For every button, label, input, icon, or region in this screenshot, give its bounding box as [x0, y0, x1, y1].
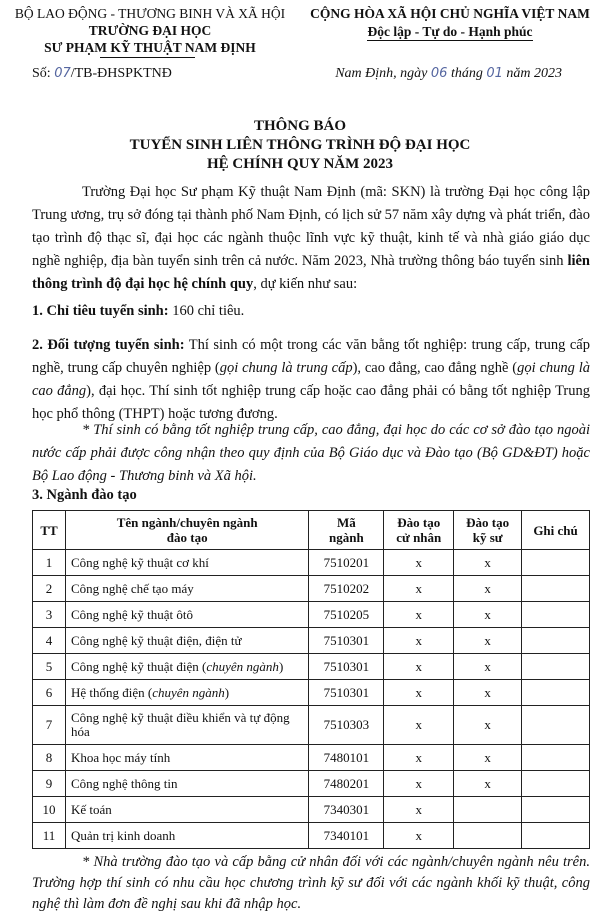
section-eligibility	[32, 334, 590, 426]
row-bachelor-mark: x	[384, 823, 454, 849]
table-row	[33, 628, 590, 654]
row-code: 7510303	[309, 706, 384, 745]
national-motto: Độc lập - Tự do - Hạnh phúc	[367, 24, 533, 39]
date-year: năm 2023	[502, 66, 562, 81]
title-line2: TUYỂN SINH LIÊN THÔNG TRÌNH ĐỘ ĐẠI HỌC	[129, 137, 471, 153]
row-engineer-mark: x	[454, 654, 522, 680]
header-engineer-line1: Đào tạo	[466, 515, 510, 530]
row-code: 7340101	[309, 823, 384, 849]
row-code: 7510301	[309, 680, 384, 706]
row-bachelor-mark: x	[384, 706, 454, 745]
table-row	[33, 823, 590, 849]
header-tt: TT	[33, 511, 66, 550]
row-code: 7480201	[309, 771, 384, 797]
row-code: 7510301	[309, 628, 384, 654]
section-quota	[32, 300, 590, 323]
row-tt: 9	[33, 771, 66, 797]
row-engineer-mark: x	[454, 628, 522, 654]
row-tt: 10	[33, 797, 66, 823]
header-code-line2: ngành	[329, 530, 364, 545]
row-tt: 4	[33, 628, 66, 654]
major-name-italic: chuyên ngành	[152, 684, 225, 700]
header-major-code	[309, 511, 384, 550]
footnote: * Nhà trường đào tạo và cấp bằng cử nhân đối với các ngành/chuyên ngành nêu trên. Trường hợp thí sinh có nhu cầu học chương trình kỹ sư đối với các ngành khối kỹ thuật, công nghệ thì làm đơn đề nghị sau khi đã nhập học.	[32, 854, 590, 912]
row-major-name	[65, 576, 308, 602]
major-name-text: Công nghệ kỹ thuật điều khiển và tự động hóa	[70, 710, 290, 739]
ministry-name: BỘ LAO ĐỘNG - THƯƠNG BINH VÀ XÃ HỘI	[14, 6, 286, 21]
date-line	[0, 66, 562, 82]
row-tt: 8	[33, 745, 66, 771]
title-line1: THÔNG BÁO	[253, 118, 347, 134]
row-major-name	[65, 550, 308, 576]
row-tt: 5	[33, 654, 66, 680]
major-name-end: )	[224, 684, 230, 700]
eligibility-text-1: Thí sinh có một trong các văn bằng tốt nghiệp: trung cấp, trung cấp nghề, trung cấp chuyên nghiệp (	[32, 337, 590, 376]
row-note	[522, 654, 590, 680]
major-name-text: Công nghệ thông tin	[70, 775, 178, 791]
row-major-name	[65, 654, 308, 680]
row-code: 7480101	[309, 745, 384, 771]
row-bachelor-mark: x	[384, 654, 454, 680]
row-major-name	[65, 706, 308, 745]
row-major-name	[65, 680, 308, 706]
table-row	[33, 550, 590, 576]
major-name-text: Công nghệ kỹ thuật điện (	[70, 658, 207, 674]
row-engineer-mark: x	[454, 706, 522, 745]
table-row	[33, 680, 590, 706]
major-name-text: Hệ thống điện (	[70, 684, 153, 700]
header-major-name-line2: đào tạo	[166, 530, 208, 545]
row-engineer-mark: x	[454, 602, 522, 628]
row-engineer-mark: x	[454, 550, 522, 576]
row-code: 7340301	[309, 797, 384, 823]
table-header-row	[33, 511, 590, 550]
row-major-name	[65, 745, 308, 771]
row-note	[522, 680, 590, 706]
header-major-name	[65, 511, 308, 550]
row-engineer-mark: x	[454, 745, 522, 771]
header-code-line1: Mã	[336, 515, 356, 530]
major-name-text: Khoa học máy tính	[70, 749, 171, 765]
row-bachelor-mark: x	[384, 602, 454, 628]
row-tt: 1	[33, 550, 66, 576]
school-name-line2: SƯ PHẠM KỸ THUẬT NAM ĐỊNH	[44, 40, 256, 55]
row-engineer-mark: x	[454, 576, 522, 602]
row-bachelor-mark: x	[384, 680, 454, 706]
date-place: Nam Định, ngày	[335, 66, 431, 81]
row-major-name	[65, 771, 308, 797]
majors-table	[32, 510, 590, 849]
row-note	[522, 550, 590, 576]
header-bachelor-line2: cử nhân	[396, 530, 442, 545]
table-row	[33, 771, 590, 797]
header-bachelor	[384, 511, 454, 550]
eligibility-italic-2: gọi chung là cao đẳng	[32, 360, 590, 399]
row-tt: 11	[33, 823, 66, 849]
doc-number-prefix: Số:	[32, 66, 55, 81]
date-day-handwritten: 06	[430, 66, 448, 81]
row-bachelor-mark: x	[384, 628, 454, 654]
row-note	[522, 745, 590, 771]
row-note	[522, 628, 590, 654]
intro-bold-text: liên thông trình độ đại học hệ chính quy	[32, 253, 590, 292]
row-engineer-mark	[454, 823, 522, 849]
date-month-handwritten: 01	[486, 66, 503, 81]
doc-number-suffix: /TB-ĐHSPKTNĐ	[70, 66, 172, 81]
eligibility-italic-1: gọi chung là trung cấp	[219, 360, 353, 376]
table-row	[33, 745, 590, 771]
row-code: 7510202	[309, 576, 384, 602]
table-row	[33, 706, 590, 745]
row-engineer-mark	[454, 797, 522, 823]
table-row	[33, 602, 590, 628]
row-note	[522, 602, 590, 628]
row-note	[522, 797, 590, 823]
document-title	[0, 117, 600, 174]
row-major-name	[65, 602, 308, 628]
header-rule	[100, 57, 195, 58]
major-name-text: Quản trị kinh doanh	[70, 827, 176, 843]
section-eligibility-heading: 2. Đối tượng tuyển sinh:	[32, 337, 185, 353]
national-header	[300, 5, 600, 41]
major-name-text: Công nghệ kỹ thuật điện, điện tử	[70, 632, 242, 648]
major-name-end: )	[278, 658, 284, 674]
row-note	[522, 576, 590, 602]
row-bachelor-mark: x	[384, 797, 454, 823]
row-bachelor-mark: x	[384, 745, 454, 771]
date-month-word: tháng	[447, 66, 487, 81]
header-note: Ghi chú	[522, 511, 590, 550]
section-majors-heading: 3. Ngành đào tạo	[32, 487, 137, 503]
eligibility-text-3: ), đại học. Thí sinh tốt nghiệp trung cấp hoặc cao đẳng phải có bằng tốt nghiệp Trung học phổ thông (THPT) hoặc tương đương.	[32, 383, 590, 422]
row-major-name	[65, 823, 308, 849]
row-note	[522, 771, 590, 797]
row-code: 7510205	[309, 602, 384, 628]
major-name-text: Kế toán	[70, 801, 112, 817]
intro-paragraph	[32, 181, 590, 296]
row-bachelor-mark: x	[384, 576, 454, 602]
major-name-text: Công nghệ chế tạo máy	[70, 580, 194, 596]
major-name-text: Công nghệ kỹ thuật ôtô	[70, 606, 194, 622]
table-row	[33, 576, 590, 602]
row-note	[522, 823, 590, 849]
major-name-text: Công nghệ kỹ thuật cơ khí	[70, 554, 209, 570]
section-quota-text: 160 chỉ tiêu.	[168, 303, 245, 319]
row-major-name	[65, 628, 308, 654]
header-major-name-line1: Tên ngành/chuyên ngành	[116, 515, 258, 530]
republic-name: CỘNG HÒA XÃ HỘI CHỦ NGHĨA VIỆT NAM	[310, 6, 590, 21]
eligibility-note: * Thí sinh có bằng tốt nghiệp trung cấp, cao đẳng, đại học do các cơ sở đào tạo ngoài nước cấp phải được công nhận theo quy định của Bộ Giáo dục và Đào tạo (Bộ GD&ĐT) hoặc Bộ Lao động - Thương binh và Xã hội.	[32, 422, 590, 484]
section-quota-heading: 1. Chỉ tiêu tuyển sinh:	[32, 303, 169, 319]
major-name-italic: chuyên ngành	[206, 658, 279, 674]
row-major-name	[65, 797, 308, 823]
intro-text: Trường Đại học Sư phạm Kỹ thuật Nam Định (mã: SKN) là trường Đại học công lập Trung ương, trụ sở đóng tại thành phố Nam Định, có lịch sử 57 năm xây dựng và phát triển, đào tạo trình độ thạc sĩ, đại học các ngành thuộc lĩnh vực kỹ thuật, kinh tế và nhà giáo giáo dục nghề nghiệp, địa bàn tuyển sinh trên cả nước. Năm 2023, Nhà trường thông báo tuyển sinh	[32, 184, 590, 269]
title-line3: HỆ CHÍNH QUY NĂM 2023	[206, 156, 394, 172]
row-engineer-mark: x	[454, 680, 522, 706]
header-engineer	[454, 511, 522, 550]
row-engineer-mark: x	[454, 771, 522, 797]
issuer-block	[0, 5, 300, 56]
row-code: 7510301	[309, 654, 384, 680]
row-tt: 3	[33, 602, 66, 628]
intro-text-end: , dự kiến như sau:	[253, 276, 358, 292]
doc-number-handwritten: 07	[54, 66, 71, 81]
row-bachelor-mark: x	[384, 550, 454, 576]
school-name-line1: TRƯỜNG ĐẠI HỌC	[88, 23, 212, 38]
row-tt: 6	[33, 680, 66, 706]
row-tt: 7	[33, 706, 66, 745]
row-code: 7510201	[309, 550, 384, 576]
row-tt: 2	[33, 576, 66, 602]
header-bachelor-line1: Đào tạo	[397, 515, 441, 530]
header-engineer-line2: kỹ sư	[472, 530, 503, 545]
table-row	[33, 797, 590, 823]
eligibility-text-2: ), cao đẳng, cao đẳng nghề (	[352, 360, 518, 376]
table-row	[33, 654, 590, 680]
row-bachelor-mark: x	[384, 771, 454, 797]
row-note	[522, 706, 590, 745]
